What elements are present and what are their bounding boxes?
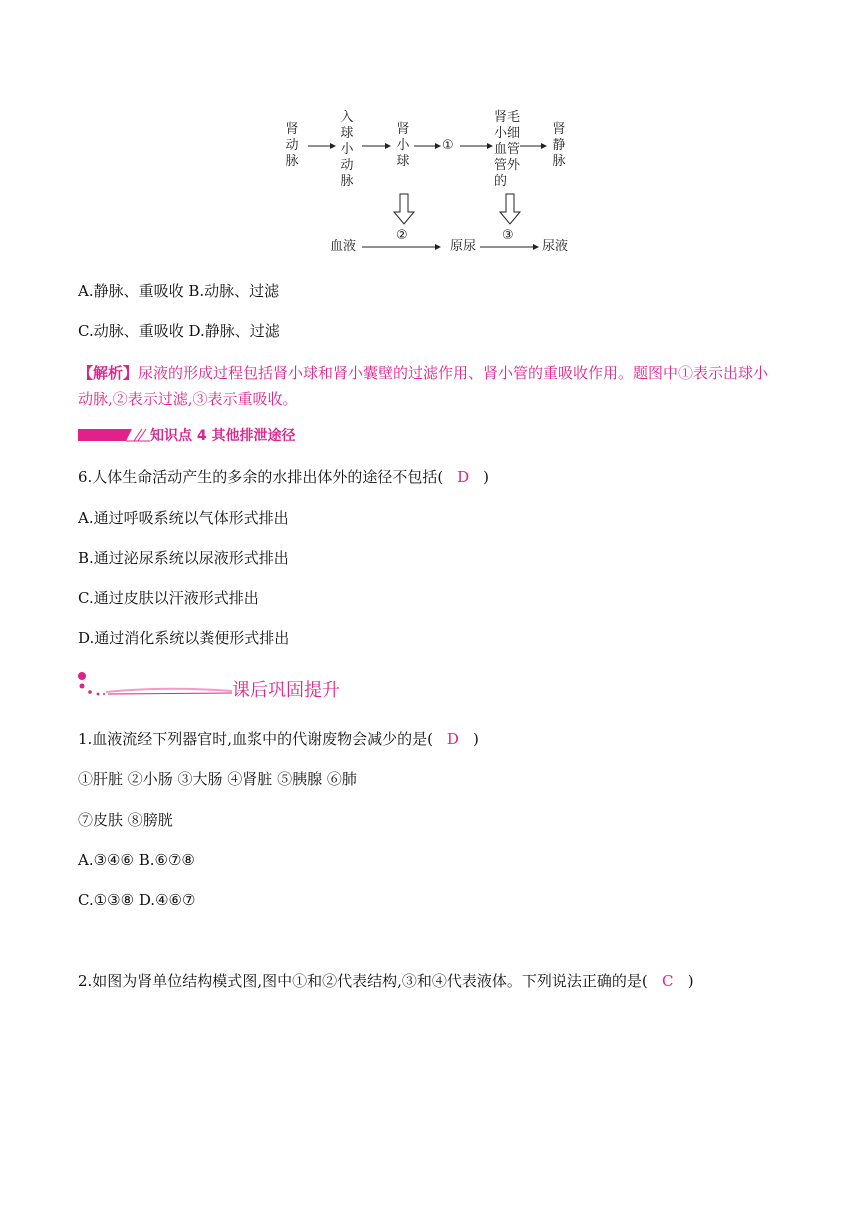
p1-answer: D (446, 730, 459, 748)
q6-option-b: B.通过泌尿系统以尿液形式排出 (78, 549, 289, 567)
q5-options-row-2: C.动脉、重吸收 D.静脉、过滤 (78, 322, 280, 340)
section-decoration-icon (76, 670, 236, 702)
p1-options-row-1: A.③④⑥ B.⑥⑦⑧ (78, 851, 195, 869)
p1-items-row-2: ⑦皮肤 ⑧膀胱 (78, 811, 173, 829)
marker-1: ① (442, 138, 454, 153)
glomerulus-label: 肾小球 (396, 122, 410, 169)
p1-stem-text: 1.血液流经下列器官时,血浆中的代谢废物会减少的是( (78, 730, 433, 748)
q5-options-row-1: A.静脉、重吸收 B.动脉、过滤 (78, 282, 280, 300)
p1-stem-close: ) (472, 730, 479, 748)
marker-2: ② (396, 228, 408, 243)
blood-label: 血液 (330, 239, 357, 254)
q6-option-d: D.通过消化系统以粪便形式排出 (78, 629, 290, 647)
afferent-arteriole-label: 入球小动脉 (340, 110, 354, 189)
analysis-block (78, 360, 783, 412)
analysis-tag: 【解析】 (78, 364, 139, 382)
q6-answer: D (457, 468, 470, 486)
analysis-text: 尿液的形成过程包括肾小球和肾小囊壁的过滤作用、肾小管的重吸收作用。题图中①表示出球小动脉,②表示过滤,③表示重吸收。 (78, 364, 769, 408)
p2-stem (78, 970, 694, 992)
knowledge-point-label: 知识点 4 其他排泄途径 (150, 428, 296, 444)
peritubular-capillary-label: 肾毛小细血管管外的 (494, 110, 521, 189)
q6-option-c: C.通过皮肤以汗液形式排出 (78, 589, 259, 607)
knowledge-point-bar-icon (78, 428, 150, 442)
p1-stem (78, 728, 479, 750)
section-title: 课后巩固提升 (232, 680, 340, 701)
renal-vein-label: 肾静脉 (552, 122, 566, 169)
primary-urine-label: 原尿 (450, 239, 477, 254)
p1-options-row-2: C.①③⑧ D.④⑥⑦ (78, 891, 196, 909)
q6-stem-close: ) (483, 468, 490, 486)
p2-stem-text: 2.如图为肾单位结构模式图,图中①和②代表结构,③和④代表液体。下列说法正确的是( (78, 972, 648, 990)
q6-option-a: A.通过呼吸系统以气体形式排出 (78, 509, 289, 527)
p2-answer: C (661, 972, 674, 990)
urine-label: 尿液 (542, 239, 569, 254)
renal-artery-label: 肾动脉 (285, 122, 299, 169)
q6-stem-text: 6.人体生命活动产生的多余的水排出体外的途径不包括( (78, 468, 444, 486)
p1-items-row-1: ①肝脏 ②小肠 ③大肠 ④肾脏 ⑤胰腺 ⑥肺 (78, 770, 357, 788)
urine-formation-diagram (280, 108, 580, 260)
p2-stem-close: ) (687, 972, 694, 990)
marker-3: ③ (502, 228, 514, 243)
q6-stem (78, 466, 489, 488)
diagram-arrows (280, 108, 580, 260)
